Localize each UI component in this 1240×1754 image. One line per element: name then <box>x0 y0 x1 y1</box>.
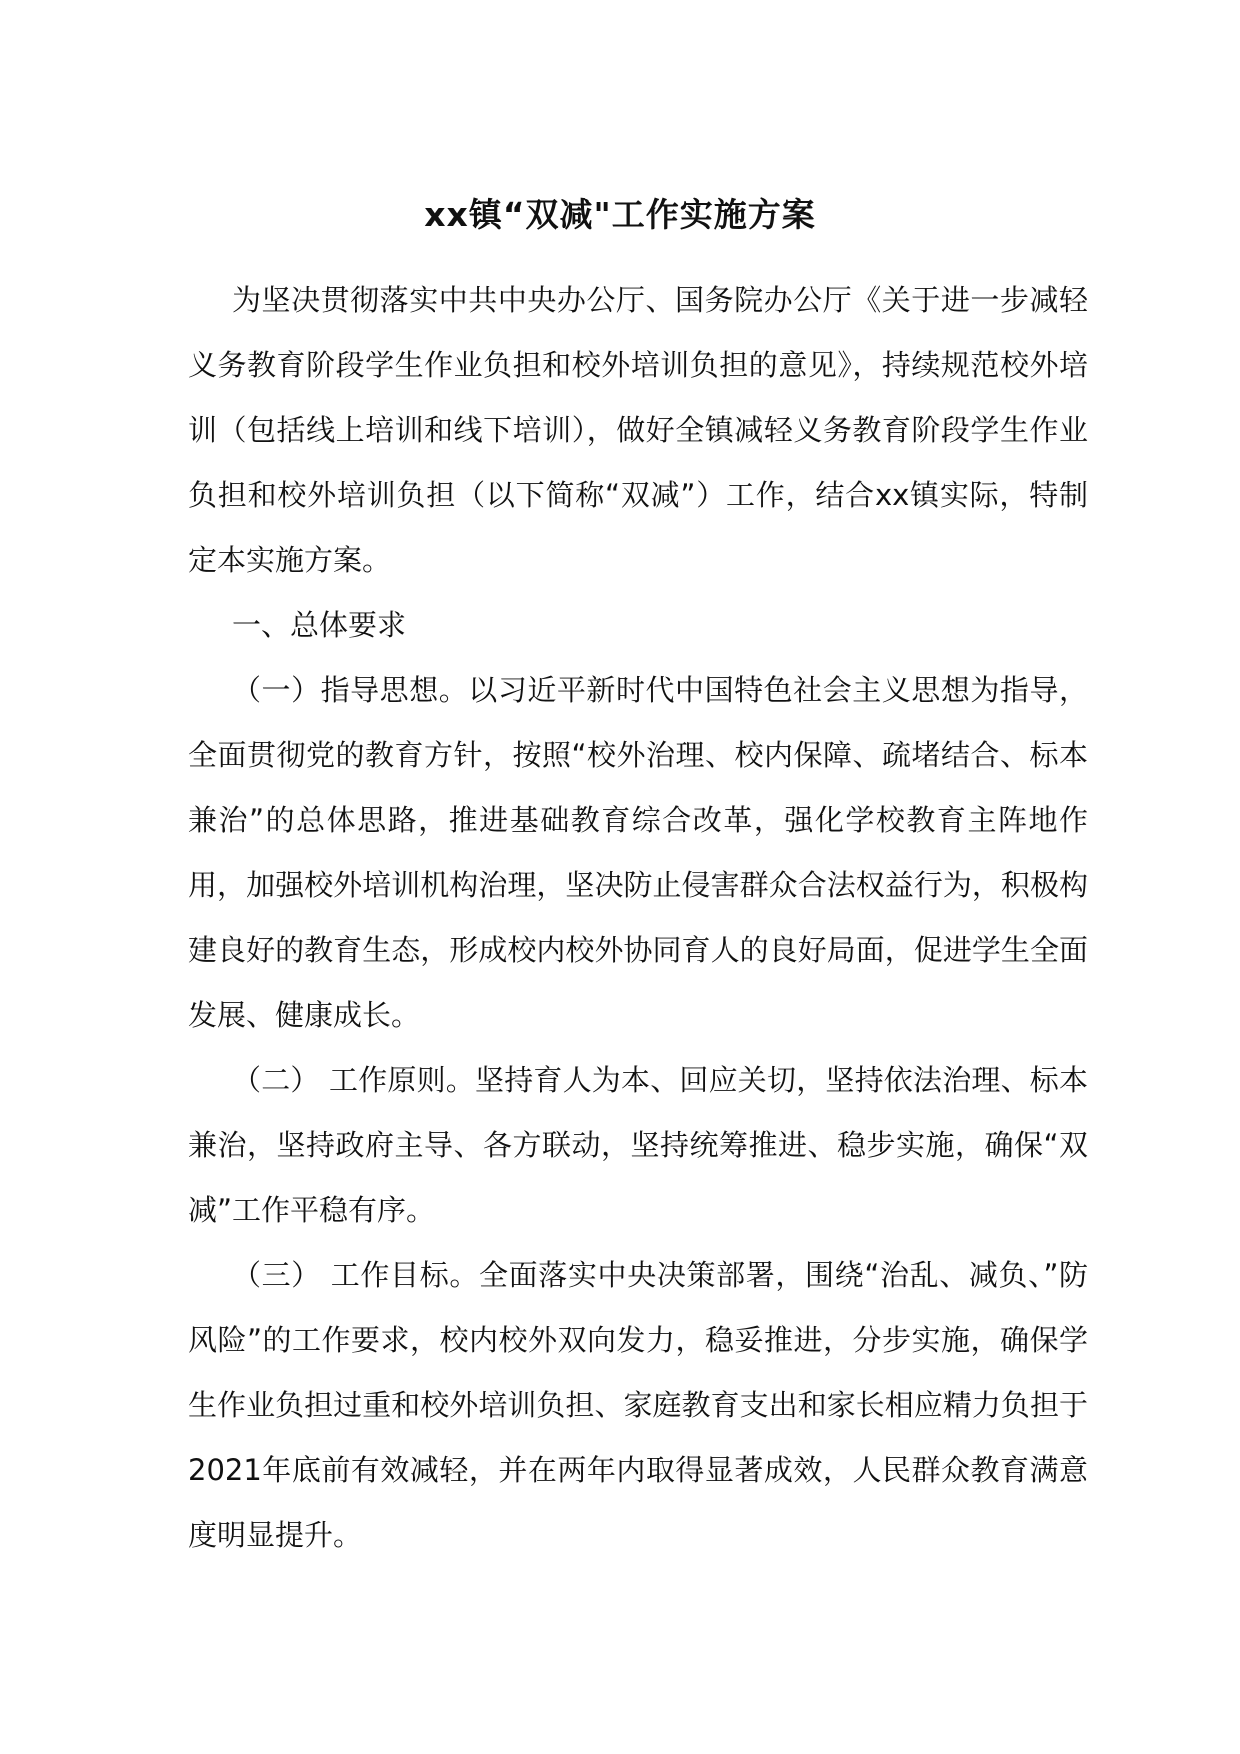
document-body <box>188 268 1088 1568</box>
paragraph-guiding-ideology: （一）指导思想。以习近平新时代中国特色社会主义思想为指导，全面贯彻党的教育方针，按照“校外治理、校内保障、疏堵结合、标本兼治”的总体思路，推进基础教育综合改革，强化学校教育主阵地作用，加强校外培训机构治理，坚决防止侵害群众合法权益行为，积极构建良好的教育生态，形成校内校外协同育人的良好局面，促进学生全面发展、健康成长。 <box>188 673 1088 1032</box>
paragraph-intro: 为坚决贯彻落实中共中央办公厅、国务院办公厅《关于进一步减轻义务教育阶段学生作业负担和校外培训负担的意见》，持续规范校外培训（包括线上培训和线下培训），做好全镇减轻义务教育阶段学生作业负担和校外培训负担（以下简称“双减”）工作，结合xx镇实际，特制定本实施方案。 <box>188 283 1088 577</box>
paragraph-work-goals: （三） 工作目标。全面落实中央决策部署，围绕“治乱、减负、”防风险”的工作要求，校内校外双向发力，稳妥推进，分步实施，确保学生作业负担过重和校外培训负担、家庭教育支出和家长相应精力负担于2021年底前有效减轻，并在两年内取得显著成效，人民群众教育满意度明显提升。 <box>188 1258 1088 1552</box>
paragraph-work-principles: （二） 工作原则。坚持育人为本、回应关切，坚持依法治理、标本兼治，坚持政府主导、各方联动，坚持统筹推进、稳步实施，确保“双减”工作平稳有序。 <box>188 1063 1088 1227</box>
document-title: xx镇“双减"工作实施方案 <box>424 195 816 234</box>
section-heading-overall-requirements: 一、总体要求 <box>232 608 407 642</box>
